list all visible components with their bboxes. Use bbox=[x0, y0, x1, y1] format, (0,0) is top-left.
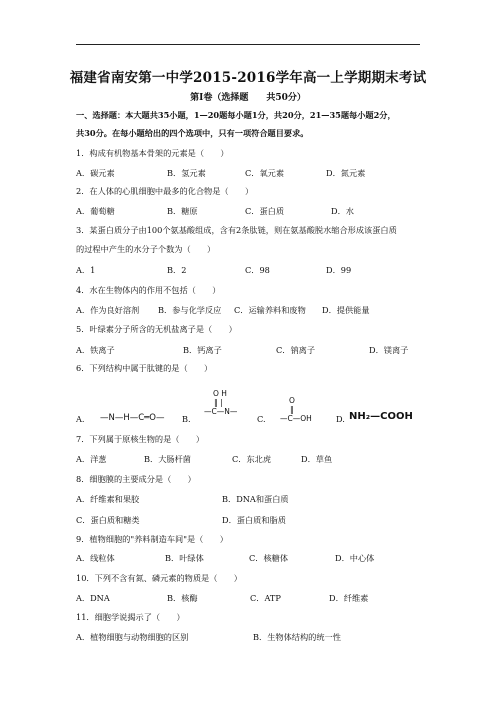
question-8-option-c: C．蛋白质和糖类 bbox=[76, 515, 140, 525]
question-3-stem: 3．某蛋白质分子由100个氨基酸组成，含有2条肽链，则在氨基酸脱水缩合形成该蛋白质 bbox=[76, 225, 397, 235]
question-10-option-b: B．核酶 bbox=[167, 593, 198, 603]
question-9-option-b: B．叶绿体 bbox=[165, 553, 204, 563]
question-2-option-d: D．水 bbox=[331, 206, 354, 216]
question-2-option-a: A．葡萄糖 bbox=[76, 206, 115, 216]
header-rule bbox=[76, 44, 420, 45]
question-5-option-d: D．镁离子 bbox=[369, 345, 409, 355]
question-4-option-b: B．参与化学反应 bbox=[158, 305, 222, 315]
question-6-option-a: A. bbox=[76, 414, 85, 424]
question-8-option-b: B．DNA和蛋白质 bbox=[222, 494, 289, 504]
question-3-option-a: A．1 bbox=[76, 265, 96, 275]
question-7-option-a: A．洋葱 bbox=[76, 454, 107, 464]
question-3-option-d: D．99 bbox=[326, 265, 352, 275]
question-10-option-d: D．纤维素 bbox=[329, 593, 369, 603]
question-4-stem: 4．水在生物体内的作用不包括（ ） bbox=[76, 285, 221, 295]
exam-title: 福建省南安第一中学2015-2016学年高一上学期期末考试 bbox=[69, 70, 427, 86]
question-11-option-b: B．生物体结构的统一性 bbox=[253, 632, 341, 642]
question-9-option-c: C．核糖体 bbox=[249, 553, 289, 563]
question-1-option-d: D．氮元素 bbox=[326, 168, 366, 178]
formula-b-top: O H bbox=[213, 389, 227, 398]
question-11-stem: 11．细胞学说揭示了（ ） bbox=[76, 612, 185, 622]
question-1-option-b: B．氢元素 bbox=[167, 168, 206, 178]
formula-b-bonds: ‖ | bbox=[214, 398, 223, 407]
question-4-option-c: C．运输养料和废物 bbox=[234, 305, 306, 315]
formula-a: —N—H—C═O— bbox=[100, 413, 165, 423]
question-3-stem-cont: 的过程中产生的水分子个数为（ ） bbox=[76, 244, 216, 254]
instructions-line-1: 一、选择题：本大题共35小题，1—20题每小题1分，共20分，21—35题每小题2分， bbox=[76, 110, 396, 120]
question-1-option-a: A．碳元素 bbox=[76, 168, 115, 178]
question-5-option-a: A．铁离子 bbox=[76, 345, 115, 355]
question-9-option-a: A．线粒体 bbox=[76, 553, 115, 563]
question-1-option-c: C．氧元素 bbox=[245, 168, 285, 178]
exam-subtitle: 第Ⅰ卷（选择题 共50分） bbox=[190, 93, 306, 103]
question-8-option-a: A．纤维素和果胶 bbox=[76, 494, 140, 504]
question-10-option-a: A．DNA bbox=[76, 593, 110, 603]
formula-c-bond: ‖ bbox=[290, 405, 294, 414]
instructions-line-2: 共30分。在每小题给出的四个选项中，只有一项符合题目要求。 bbox=[76, 128, 309, 138]
question-3-option-b: B．2 bbox=[167, 265, 187, 275]
question-4-option-a: A．作为良好溶剂 bbox=[76, 305, 140, 315]
question-2-option-c: C．蛋白质 bbox=[245, 206, 285, 216]
question-2-stem: 2．在人体的心肌细胞中最多的化合物是（ ） bbox=[76, 186, 254, 196]
question-2-option-b: B．糖原 bbox=[167, 206, 198, 216]
question-6-option-d: D. bbox=[336, 414, 345, 424]
question-5-option-b: B．钙离子 bbox=[183, 345, 222, 355]
formula-c-top: O bbox=[289, 396, 295, 405]
question-7-option-d: D．草鱼 bbox=[301, 454, 333, 464]
question-9-stem: 9．植物细胞的"养料制造车间"是（ ） bbox=[76, 534, 228, 544]
formula-c-main: —C—OH bbox=[280, 414, 312, 423]
question-9-option-d: D．中心体 bbox=[335, 553, 375, 563]
question-5-stem: 5．叶绿素分子所含的无机盐离子是（ ） bbox=[76, 324, 237, 334]
question-7-option-c: C．东北虎 bbox=[232, 454, 272, 464]
question-7-stem: 7．下列属于原核生物的是（ ） bbox=[76, 434, 205, 444]
question-6-option-c: C. bbox=[257, 414, 266, 424]
question-3-option-c: C．98 bbox=[245, 265, 270, 275]
question-11-option-a: A．植物细胞与动物细胞的区别 bbox=[76, 632, 189, 642]
question-6-option-b: B. bbox=[182, 414, 191, 424]
question-1-stem: 1．构成有机物基本骨架的元素是（ ） bbox=[76, 148, 229, 158]
question-4-option-d: D．提供能量 bbox=[322, 305, 370, 315]
formula-b-main: —C—N— bbox=[204, 407, 238, 416]
question-8-option-d: D．蛋白质和脂质 bbox=[222, 515, 286, 525]
question-8-stem: 8．细胞膜的主要成分是（ ） bbox=[76, 474, 196, 484]
formula-d: NH₂—COOH bbox=[349, 411, 413, 422]
question-6-stem: 6．下列结构中属于肽键的是（ ） bbox=[76, 363, 213, 373]
question-10-stem: 10．下列不含有氮、磷元素的物质是（ ） bbox=[76, 573, 242, 583]
question-7-option-b: B．大肠杆菌 bbox=[144, 454, 191, 464]
question-5-option-c: C．钠离子 bbox=[276, 345, 316, 355]
question-10-option-c: C．ATP bbox=[250, 593, 281, 603]
